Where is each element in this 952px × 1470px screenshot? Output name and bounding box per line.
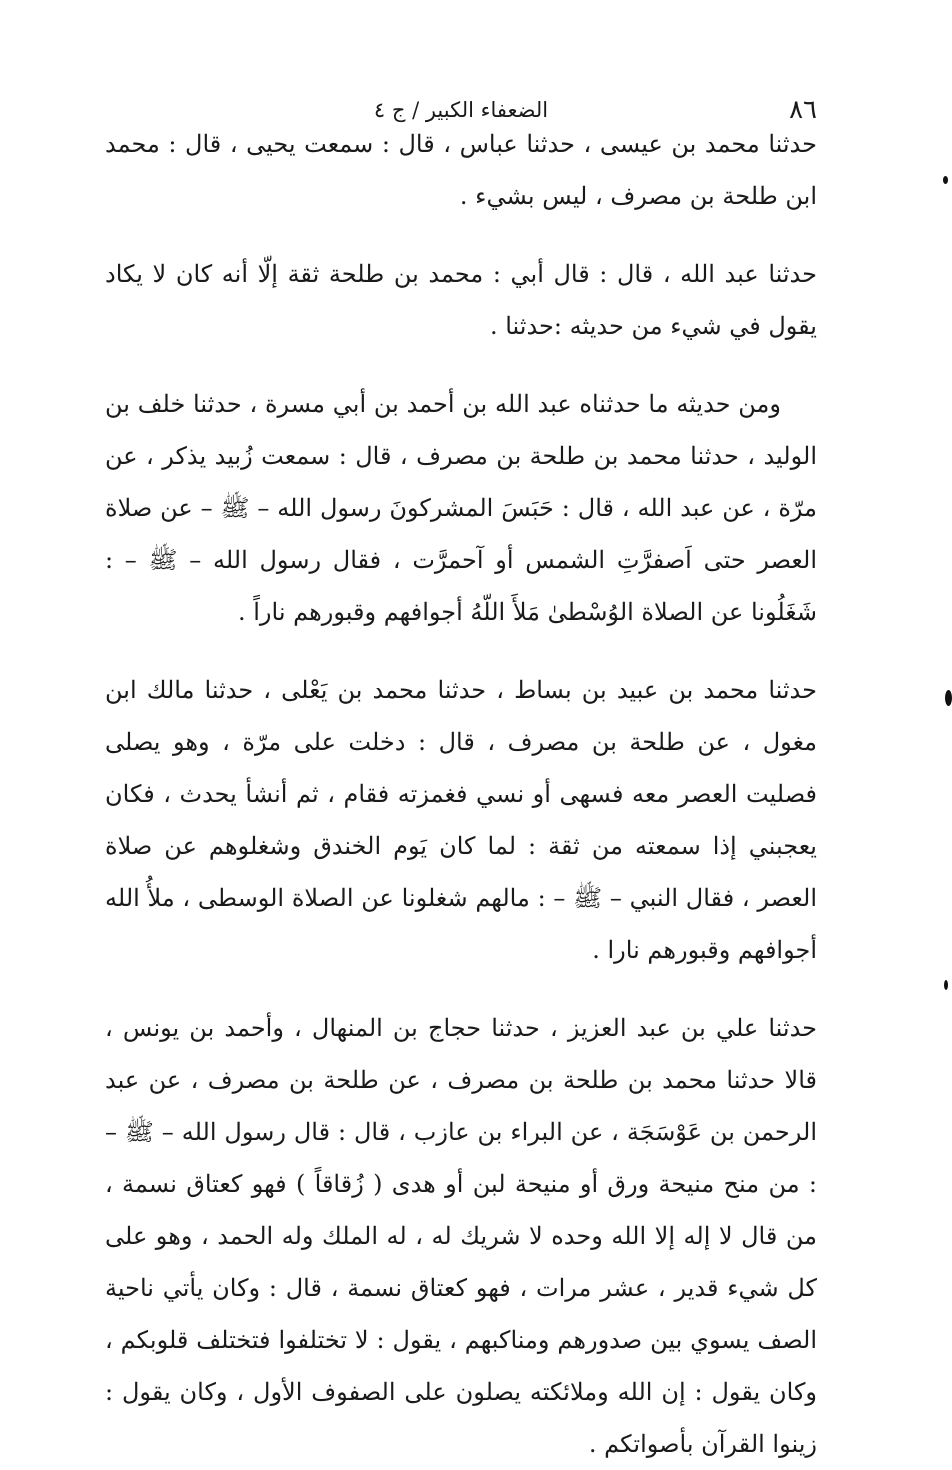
paragraph-3: ومن حديثه ما حدثناه عبد الله بن أحمد بن أبي مسرة ، حدثنا خلف بن الوليد ، حدثنا محمد بن طلحة بن مصرف ، قال : سمعت زُبيد يذكر ، عن مرّة ، عن عبد الله ، قال : حَبَسَ المشركونَ رسول الله – ﷺ – عن صلاة العصر حتى اَصفرَّتِ الشمس أو آحمرَّت ، فقال رسول الله – ﷺ – : شَغَلُونا عن الصلاة الوُسْطىٰ مَلأَ اللّهُ أجوافهم وقبورهم ناراً . bbox=[105, 390, 817, 626]
book-page bbox=[105, 92, 817, 1470]
page-number: ٨٦ bbox=[789, 95, 817, 125]
running-head bbox=[105, 92, 817, 128]
paragraph-2: حدثنا عبد الله ، قال : قال أبي : محمد بن طلحة ثقة إلّا أنه كان لا يكاد يقول في شيء من حديثه :حدثنا . bbox=[105, 260, 817, 340]
book-title: الضعفاء الكبير / ج ٤ bbox=[373, 98, 549, 122]
paragraph-4: حدثنا محمد بن عبيد بن بساط ، حدثنا محمد بن يَعْلى ، حدثنا مالك ابن مغول ، عن طلحة بن مصرف ، قال : دخلت على مرّة ، وهو يصلى فصليت العصر معه فسهى أو نسي فغمزته فقام ، ثم أنشأ يحدث ، فكان يعجبني إذا سمعته من ثقة : لما كان يَوم الخندق وشغلوهم عن صلاة العصر ، فقال النبي – ﷺ – : مالهم شغلونا عن الصلاة الوسطى ، ملأُ الله أجوافهم وقبورهم نارا . bbox=[105, 676, 817, 964]
paragraph-5: حدثنا علي بن عبد العزيز ، حدثنا حجاج بن المنهال ، وأحمد بن يونس ، قالا حدثنا محمد بن طلحة بن مصرف ، عن طلحة بن مصرف ، عن عبد الرحمن بن عَوْسَجَة ، عن البراء بن عازب ، قال : قال رسول الله – ﷺ – : من منح منيحة ورق أو منيحة لبن أو هدى ( زُقاقاً ) فهو كعتاق نسمة ، من قال لا إله إلا الله وحده لا شريك له ، له الملك وله الحمد ، وهو على كل شيء قدير ، عشر مرات ، فهو كعتاق نسمة ، قال : وكان يأتي ناحية الصف يسوي بين صدورهم ومناكبهم ، يقول : لا تختلفوا فتختلف قلوبكم ، وكان يقول : إن الله وملائكته يصلون على الصفوف الأول ، وكان يقول : زينوا القرآن بأصواتكم . bbox=[105, 1014, 818, 1458]
scan-edge-mark-top bbox=[943, 176, 948, 184]
paragraph-1: حدثنا محمد بن عيسى ، حدثنا عباس ، قال : سمعت يحيى ، قال : محمد ابن طلحة بن مصرف ، ليس بشيء . bbox=[105, 130, 817, 210]
scan-edge-mark-middle bbox=[945, 690, 952, 706]
scan-edge-mark-bottom bbox=[944, 980, 948, 990]
